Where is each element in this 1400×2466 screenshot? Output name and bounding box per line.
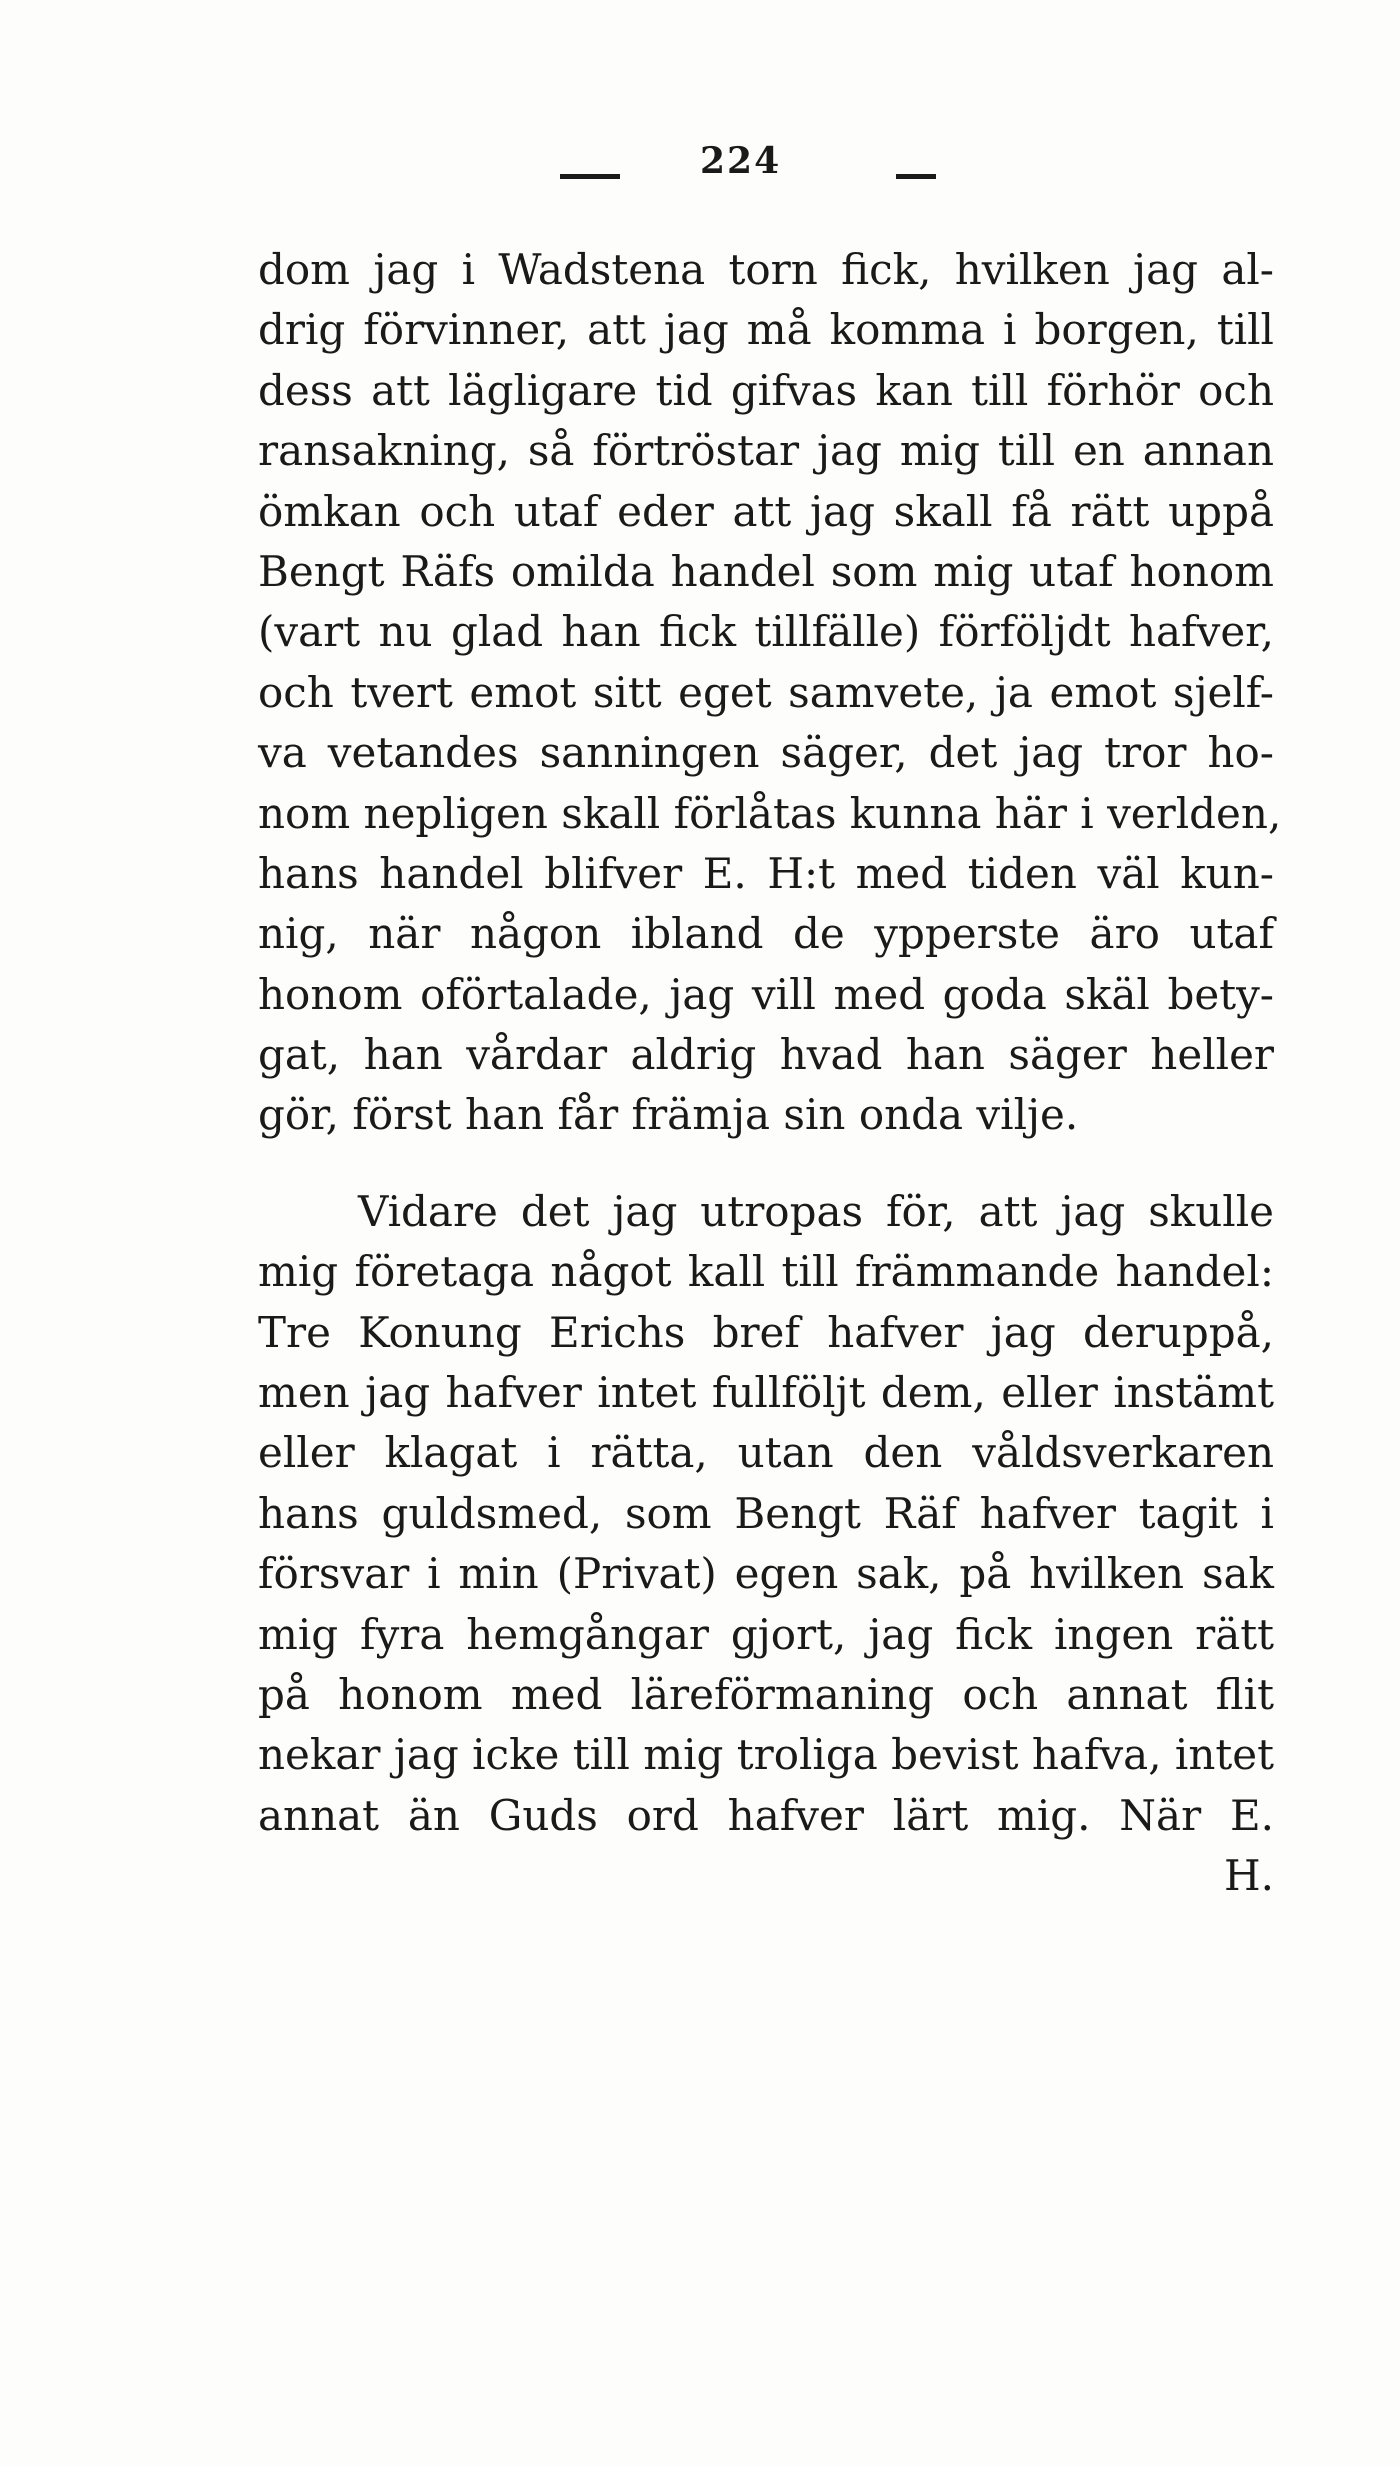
header-dash-right xyxy=(896,174,936,179)
text-line: eller klagat i rätta, utan den våldsverkaren xyxy=(258,1428,1274,1478)
text-line: nekar jag icke till mig troliga bevist hafva, intet xyxy=(258,1730,1275,1780)
text-line: mig företaga något kall till främmande handel: xyxy=(258,1247,1274,1297)
text-line: drig förvinner, att jag må komma i borgen, till xyxy=(258,305,1274,355)
text-line: men jag hafver intet fullföljt dem, eller instämt xyxy=(258,1368,1274,1418)
text-line: annat än Guds ord hafver lärt mig. När E. xyxy=(258,1790,1274,1840)
text-line: Tre Konung Erichs bref hafver jag deruppå, xyxy=(258,1307,1274,1357)
text-line: honom oförtalade, jag vill med goda skäl bety- xyxy=(258,969,1274,1019)
header-dash-left xyxy=(560,174,620,179)
text-line: ransakning, så förtröstar jag mig till en annan xyxy=(258,426,1274,476)
text-line: hans guldsmed, som Bengt Räf hafver tagit i xyxy=(258,1488,1274,1538)
text-line: va vetandes sanningen säger, det jag tror ho- xyxy=(258,728,1274,778)
text-line: Bengt Räfs omilda handel som mig utaf honom xyxy=(258,546,1274,596)
page-header xyxy=(0,140,1400,200)
text-line: och tvert emot sitt eget samvete, ja emot sjelf- xyxy=(258,667,1274,717)
page-number: 224 xyxy=(700,140,782,182)
text-line: nom nepligen skall förlåtas kunna här i verlden, xyxy=(258,788,1282,838)
text-line: Vidare det jag utropas för, att jag skulle xyxy=(358,1186,1274,1236)
text-line: nig, när någon ibland de ypperste äro utaf xyxy=(258,909,1274,959)
text-line: gat, han vårdar aldrig hvad han säger heller xyxy=(258,1030,1274,1080)
text-line: på honom med läreförmaning och annat flit xyxy=(258,1669,1274,1719)
text-line: dess att lägligare tid gifvas kan till förhör och xyxy=(258,365,1274,415)
text-line: ömkan och utaf eder att jag skall få rätt uppå xyxy=(258,486,1274,536)
text-line: (vart nu glad han fick tillfälle) förföljdt hafver, xyxy=(258,607,1274,657)
text-line: mig fyra hemgångar gjort, jag fick ingen rätt xyxy=(258,1609,1274,1659)
text-line: försvar i min (Privat) egen sak, på hvilken sak xyxy=(258,1549,1274,1599)
catchword: H. xyxy=(1224,1851,1274,1901)
text-line: gör, först han får främja sin onda vilje. xyxy=(258,1090,1079,1140)
body-text xyxy=(258,240,1282,1907)
text-line: hans handel blifver E. H:t med tiden väl kun- xyxy=(258,848,1274,898)
text-line: dom jag i Wadstena torn fick, hvilken jag al- xyxy=(258,245,1274,294)
